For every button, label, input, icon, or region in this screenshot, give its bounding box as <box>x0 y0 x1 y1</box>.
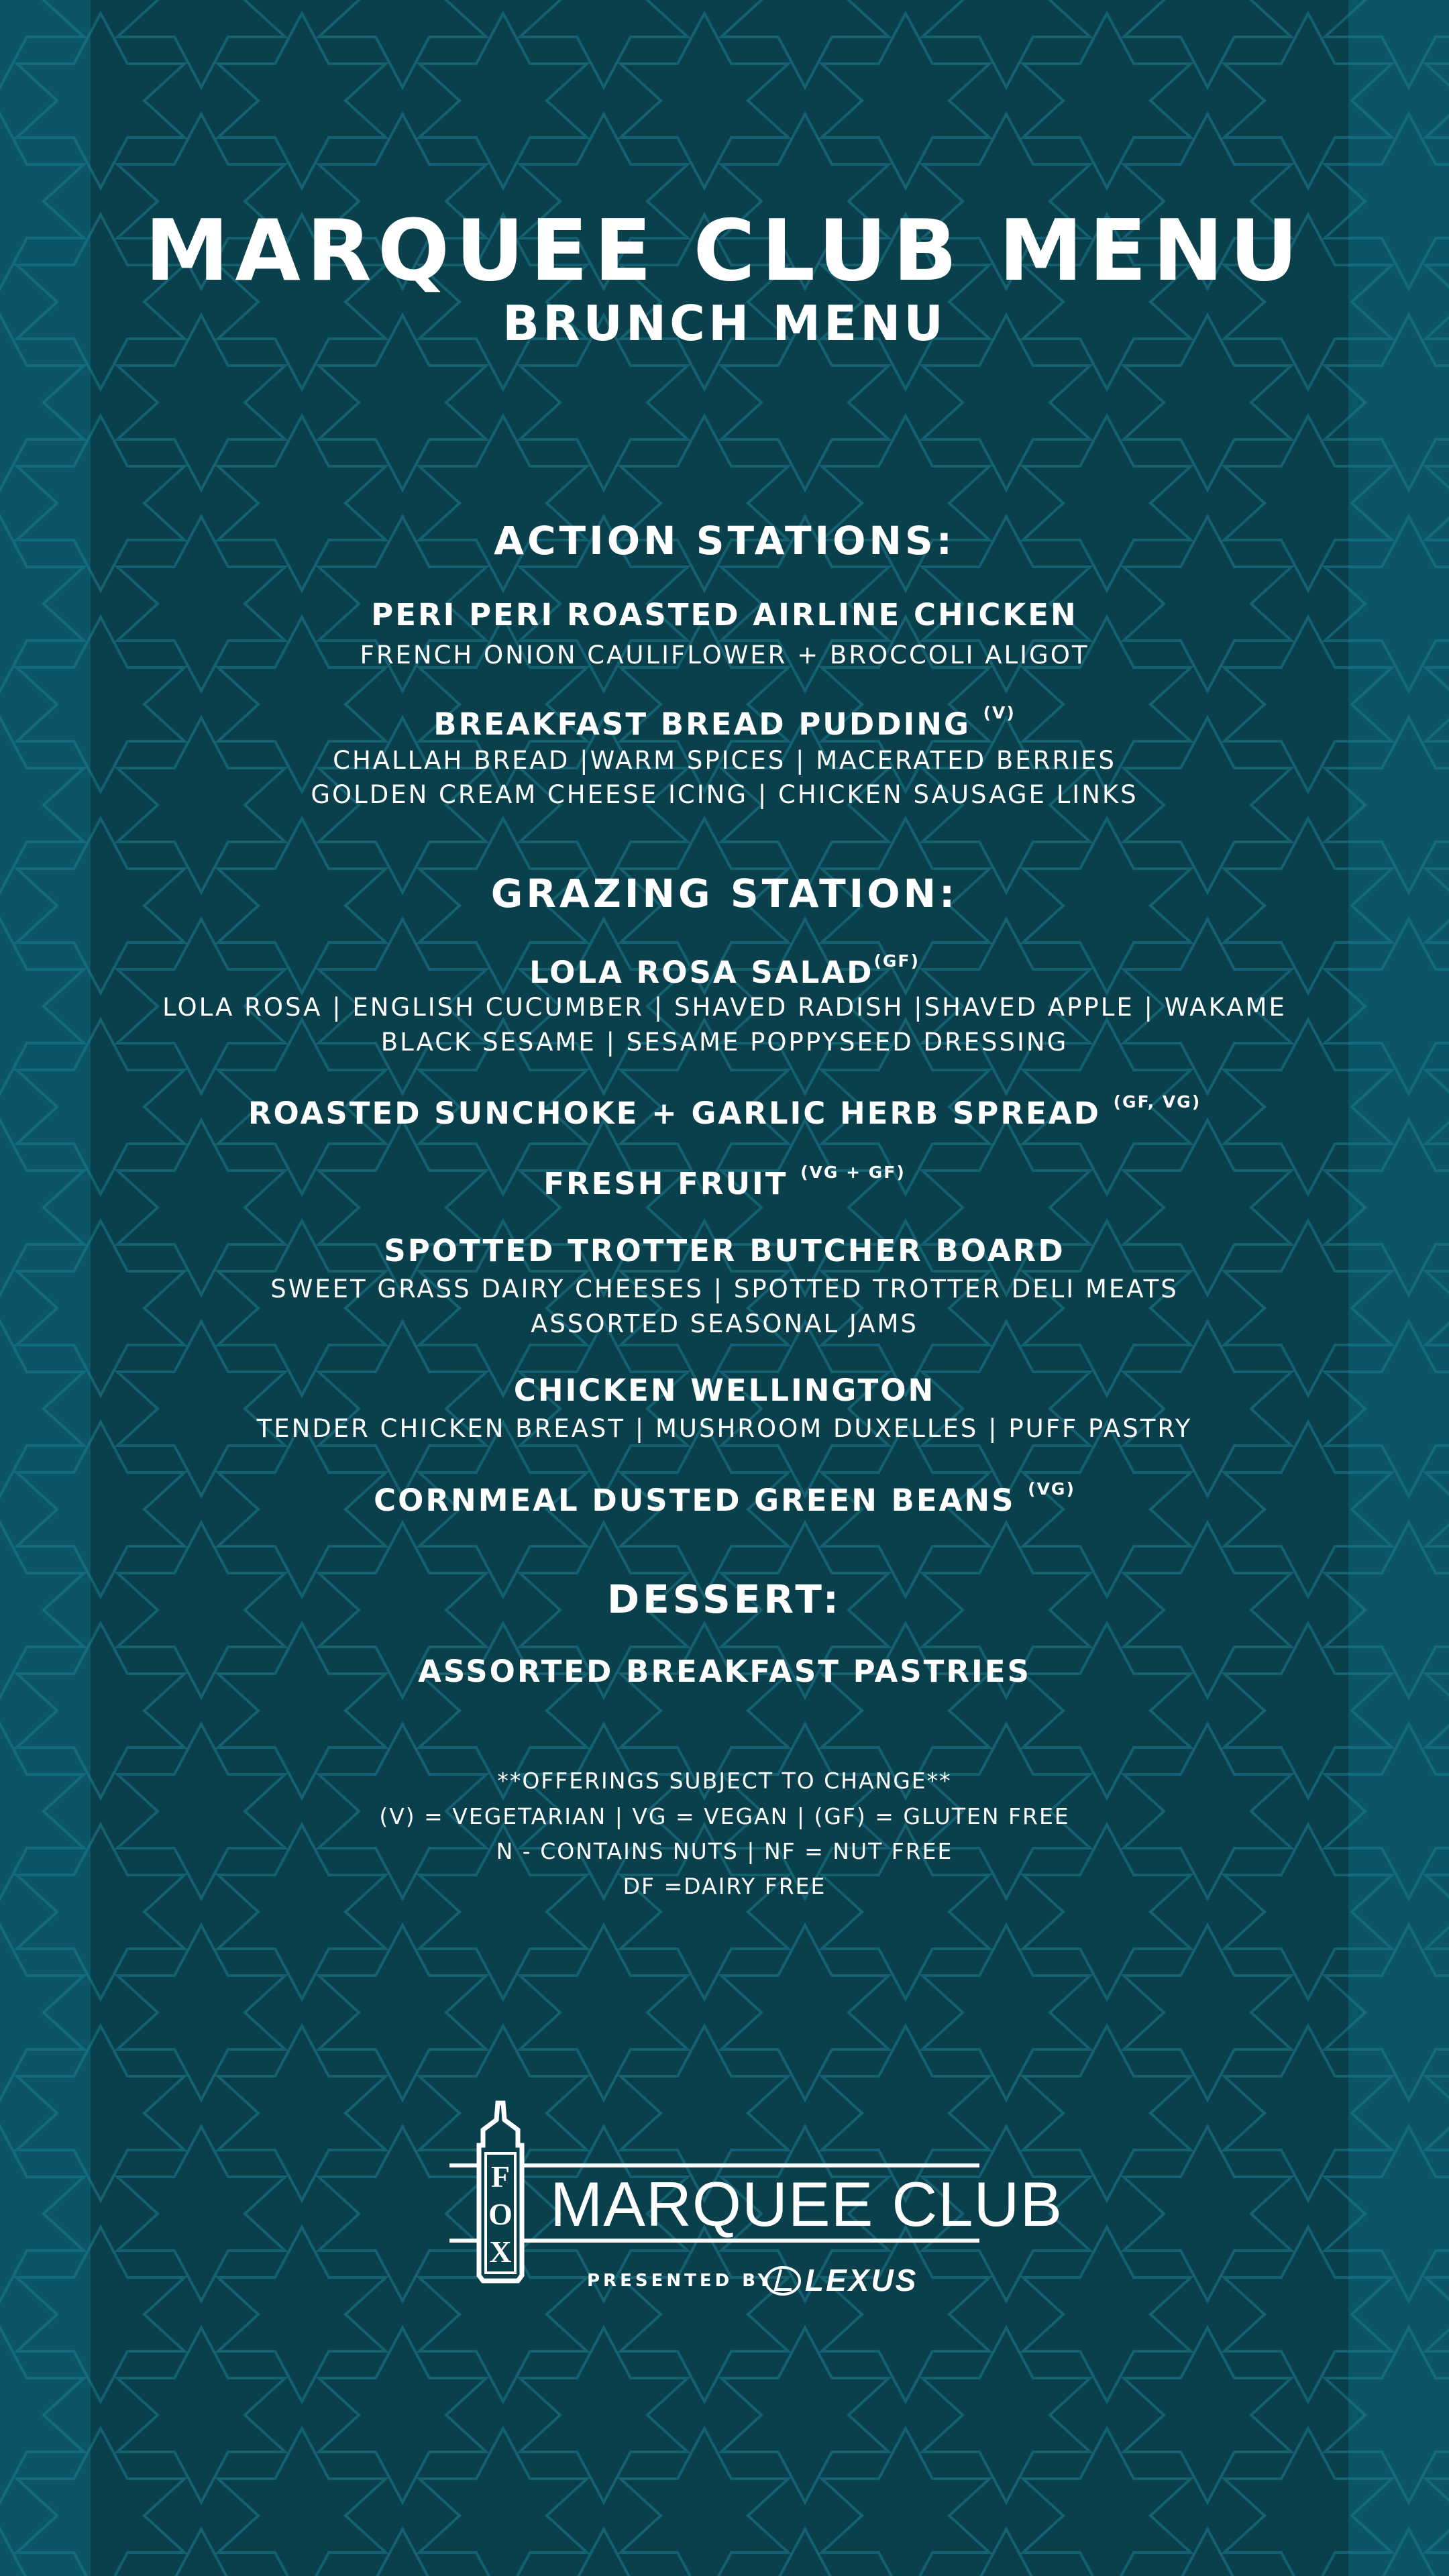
item-fresh-fruit <box>0 1163 1449 1201</box>
menu-subtitle: BRUNCH MENU <box>502 295 947 352</box>
item-name: ROASTED SUNCHOKE + GARLIC HERB SPREAD <box>248 1095 1114 1131</box>
dietary-tag: (V) <box>983 703 1016 722</box>
badge-letter-f: F <box>490 2159 511 2194</box>
item-description: GOLDEN CREAM CHEESE ICING | CHICKEN SAUSAGE LINKS <box>311 780 1138 809</box>
item-name: LOLA ROSA SALAD <box>529 955 874 990</box>
presented-by-label: PRESENTED BY <box>587 2271 774 2291</box>
item-roasted-sunchoke <box>0 1092 1449 1131</box>
badge-letter-o: O <box>488 2197 513 2231</box>
dietary-tag: (VG) <box>1028 1479 1075 1499</box>
item-name: FRESH FRUIT <box>543 1166 801 1201</box>
item-name: SPOTTED TROTTER BUTCHER BOARD <box>384 1233 1065 1269</box>
menu-title: MARQUEE CLUB MENU <box>144 201 1305 300</box>
lexus-wordmark: LEXUS <box>805 2263 918 2298</box>
item-name: ASSORTED BREAKFAST PASTRIES <box>418 1654 1031 1689</box>
item-breakfast-bread-pudding <box>0 703 1449 742</box>
item-description: FRENCH ONION CAULIFLOWER + BROCCOLI ALIGOT <box>360 641 1089 669</box>
item-name: BREAKFAST BREAD PUDDING <box>433 706 983 742</box>
dietary-tag: (GF) <box>873 951 920 971</box>
section-heading-action-stations: ACTION STATIONS: <box>494 518 955 564</box>
item-description: CHALLAH BREAD |WARM SPICES | MACERATED BERRIES <box>333 746 1116 775</box>
dietary-tag: (VG + GF) <box>800 1163 906 1182</box>
item-name: PERI PERI ROASTED AIRLINE CHICKEN <box>371 597 1078 633</box>
item-description: BLACK SESAME | SESAME POPPYSEED DRESSING <box>380 1028 1069 1057</box>
section-heading-grazing-station: GRAZING STATION: <box>490 871 959 916</box>
item-description: LOLA ROSA | ENGLISH CUCUMBER | SHAVED RADISH |SHAVED APPLE | WAKAME <box>162 993 1287 1022</box>
dietary-tag: (GF, VG) <box>1113 1092 1201 1112</box>
item-lola-rosa-salad <box>0 951 1449 990</box>
lexus-emblem-icon <box>765 2263 801 2299</box>
item-butcher-board <box>0 1233 1449 1269</box>
item-breakfast-pastries <box>0 1654 1449 1689</box>
item-peri-peri-chicken <box>0 597 1449 633</box>
note-legend: DF =DAIRY FREE <box>623 1873 826 1899</box>
note-legend: (V) = VEGETARIAN | VG = VEGAN | (GF) = GLUTEN FREE <box>379 1803 1070 1829</box>
note-legend: N - CONTAINS NUTS | NF = NUT FREE <box>496 1838 953 1864</box>
item-chicken-wellington <box>0 1373 1449 1408</box>
note-offerings: **OFFERINGS SUBJECT TO CHANGE** <box>497 1768 952 1794</box>
badge-letter-x: X <box>489 2235 512 2269</box>
logo-club-name: MARQUEE CLUB <box>550 2169 1063 2239</box>
section-heading-dessert: DESSERT: <box>607 1576 842 1622</box>
item-description: ASSORTED SEASONAL JAMS <box>531 1309 918 1338</box>
item-name: CORNMEAL DUSTED GREEN BEANS <box>374 1483 1028 1518</box>
item-name: CHICKEN WELLINGTON <box>513 1373 936 1408</box>
item-green-beans <box>0 1479 1449 1518</box>
item-description: SWEET GRASS DAIRY CHEESES | SPOTTED TROTTER DELI MEATS <box>270 1275 1179 1303</box>
item-description: TENDER CHICKEN BREAST | MUSHROOM DUXELLES | PUFF PASTRY <box>256 1414 1193 1443</box>
